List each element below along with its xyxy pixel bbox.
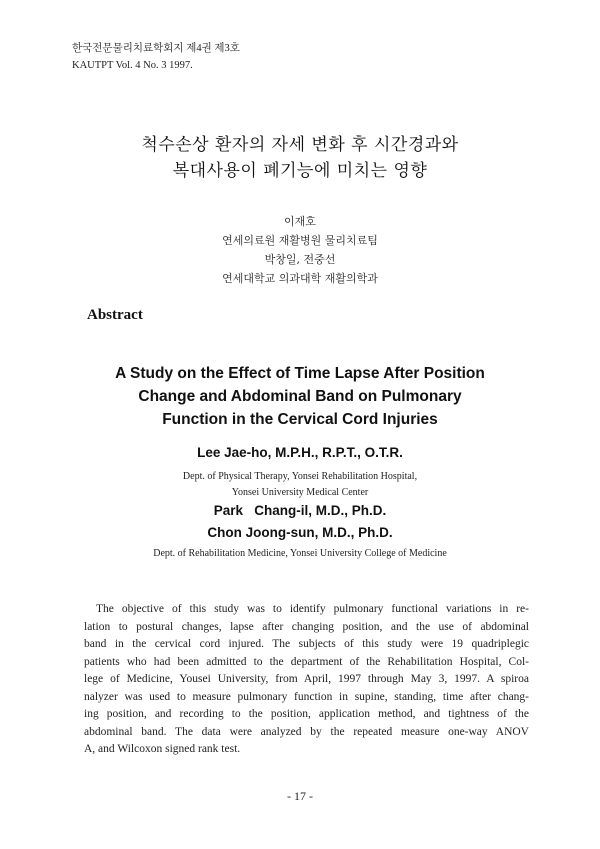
english-title-line-1: A Study on the Effect of Time Lapse After Position xyxy=(115,365,485,382)
page-number: - 17 - xyxy=(287,789,313,803)
author-3: Chon Joong-sun, M.D., Ph.D. xyxy=(207,525,393,540)
abstract-line: A, and Wilcoxon signed rank test. xyxy=(84,743,241,755)
abstract-line: band in the cervical cord injured. The subjects of this study were 19 quadriplegic xyxy=(84,638,529,650)
abstract-line: nalyzer was used to measure pulmonary function in supine, standing, time after chang- xyxy=(84,690,529,703)
korean-author-1: 이재호 xyxy=(284,215,316,228)
korean-title xyxy=(0,132,600,184)
korean-affiliation-1: 연세의료원 재활병원 물리치료팀 xyxy=(222,234,378,247)
abstract-body xyxy=(84,601,529,759)
abstract-line: The objective of this study was to identify pulmonary functional variations in re- xyxy=(96,603,529,615)
affiliation-1-line-1: Dept. of Physical Therapy, Yonsei Rehabilitation Hospital, xyxy=(182,471,418,482)
author-1: Lee Jae-ho, M.P.H., R.P.T., O.T.R. xyxy=(197,445,403,460)
affiliation-2: Dept. of Rehabilitation Medicine, Yonsei University College of Medicine xyxy=(153,548,447,559)
korean-authors xyxy=(0,212,600,288)
korean-title-line-1: 척수손상 환자의 자세 변화 후 시간경과와 xyxy=(141,135,459,155)
english-title xyxy=(0,362,600,431)
journal-header xyxy=(72,40,240,74)
korean-author-2: 박창일, 전중선 xyxy=(264,253,336,266)
abstract-line: lege of Medicine, Yousei University, from April, 1997 through May 3, 1997. A spiroa xyxy=(84,673,529,685)
korean-affiliation-2: 연세대학교 의과대학 재활의학과 xyxy=(222,272,378,285)
abstract-heading: Abstract xyxy=(87,307,143,323)
author-2: Park Chang-il, M.D., Ph.D. xyxy=(213,503,387,518)
affiliation-1-line-2: Yonsei University Medical Center xyxy=(231,487,369,498)
journal-header-korean: 한국전문물리치료학회지 제4권 제3호 xyxy=(72,43,240,54)
journal-header-english: KAUTPT Vol. 4 No. 3 1997. xyxy=(72,60,193,71)
abstract-line: lation to postural changes, lapse after changing position, and the use of abdominal xyxy=(84,620,529,633)
abstract-line: patients who had been admitted to the department of the Rehabilitation Hospital, Col- xyxy=(84,655,529,668)
abstract-line: abdominal band. The data were analyzed by the repeated measure one-way ANOV xyxy=(84,725,529,738)
korean-title-line-2: 복대사용이 폐기능에 미치는 영향 xyxy=(172,161,428,181)
english-title-line-3: Function in the Cervical Cord Injuries xyxy=(162,411,438,428)
abstract-line: ing position, and recording to the position, application method, and tightness of the xyxy=(84,708,529,720)
english-title-line-2: Change and Abdominal Band on Pulmonary xyxy=(138,388,462,405)
